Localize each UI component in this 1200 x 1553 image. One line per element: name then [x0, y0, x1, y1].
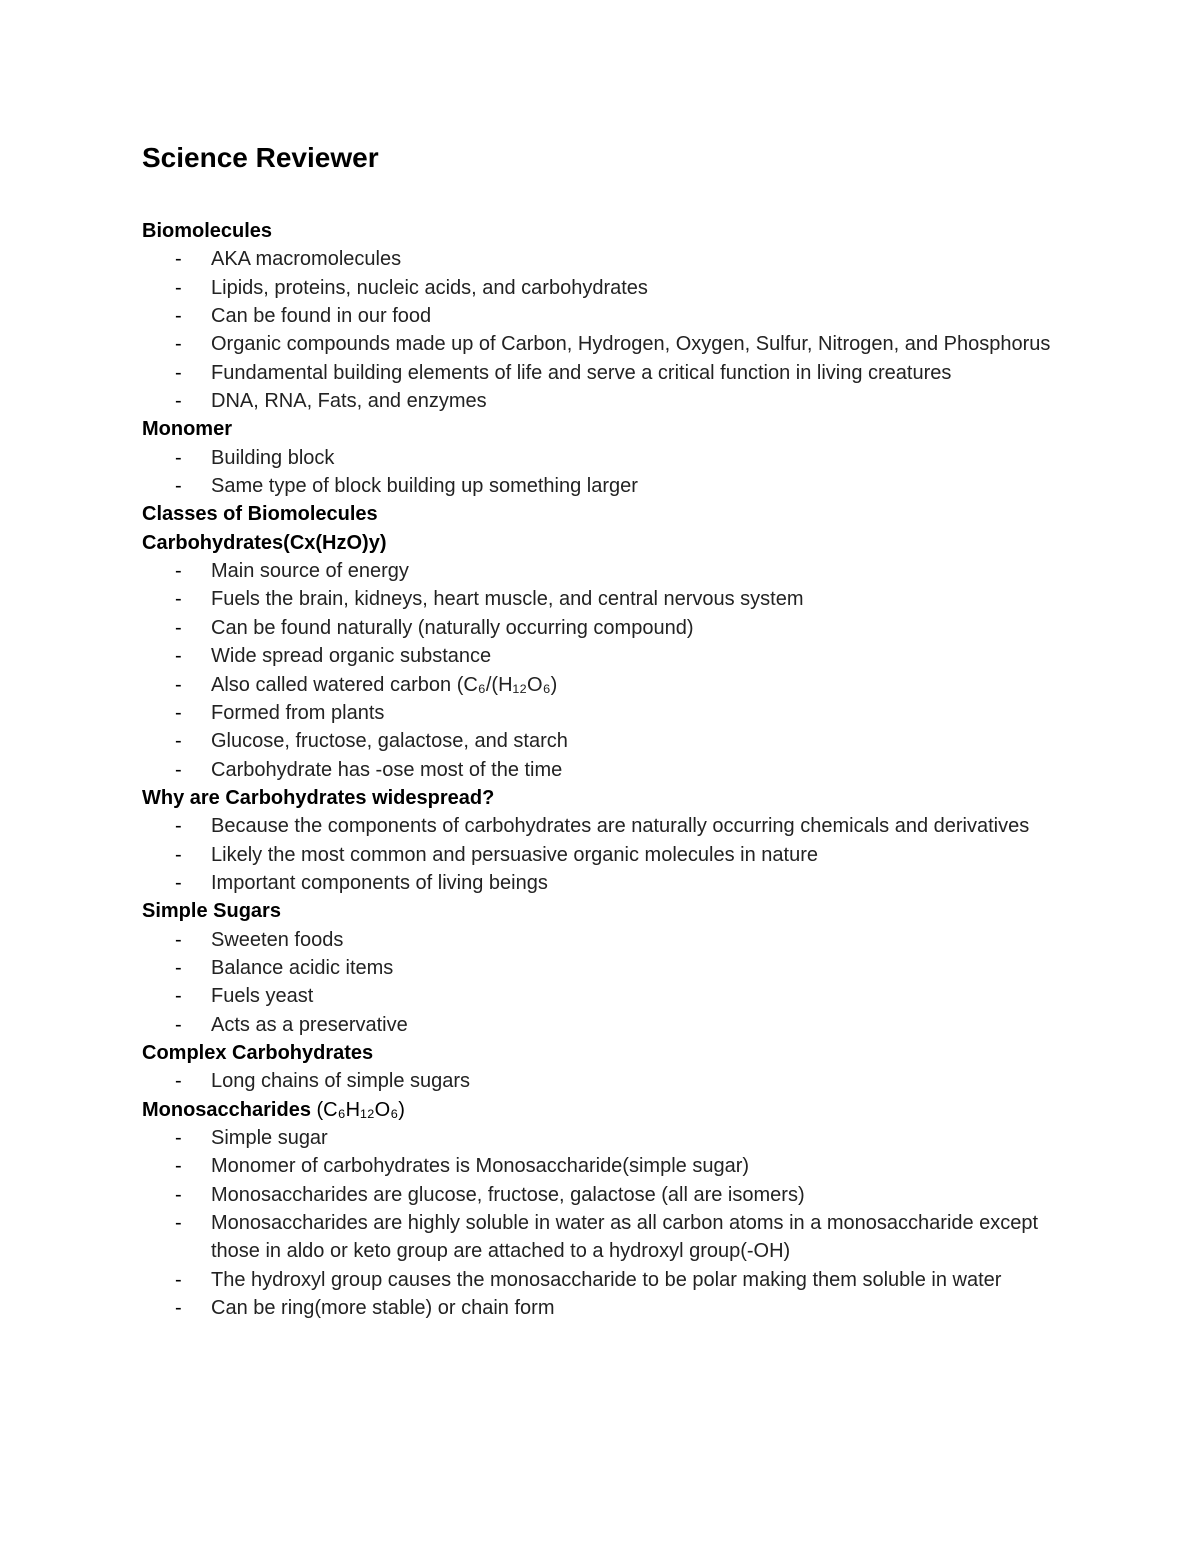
bullet-text: Lipids, proteins, nucleic acids, and carbohydrates: [211, 276, 648, 299]
bullet-list: [142, 557, 1052, 784]
list-item: [142, 841, 1052, 869]
list-item: [142, 1181, 1052, 1209]
list-item: [142, 1124, 1052, 1152]
bullet-dash: -: [175, 701, 182, 724]
bullet-dash: -: [175, 560, 182, 583]
bullet-dash: -: [175, 1212, 182, 1235]
bullet-text: Because the components of carbohydrates are naturally occurring chemicals and derivatives: [211, 815, 1030, 838]
bullet-text: AKA macromolecules: [211, 248, 402, 271]
bullet-dash: -: [175, 305, 182, 328]
section-heading: Complex Carbohydrates: [142, 1041, 374, 1064]
list-item: [142, 444, 1052, 472]
section-why-widespread: [142, 784, 1052, 897]
list-item: [142, 387, 1052, 415]
list-item: [142, 642, 1052, 670]
list-item: [142, 1294, 1052, 1322]
bullet-dash: -: [175, 248, 182, 271]
bullet-text: Monosaccharides are highly soluble in water as all carbon atoms in a monosaccharide except those in aldo or keto group are attached to a hydroxyl group(-OH): [211, 1212, 1039, 1263]
bullet-text: Acts as a preservative: [211, 1013, 408, 1036]
section-heading: [142, 1096, 1052, 1124]
list-item: [142, 359, 1052, 387]
bullet-dash: -: [175, 815, 182, 838]
bullet-text: Likely the most common and persuasive organic molecules in nature: [211, 843, 818, 866]
bullet-text: Same type of block building up something larger: [211, 475, 638, 498]
list-item: [142, 1152, 1052, 1180]
bullet-dash: -: [175, 588, 182, 611]
list-item: [142, 302, 1052, 330]
bullet-dash: -: [175, 1070, 182, 1093]
list-item: [142, 1266, 1052, 1294]
bullet-list: [142, 926, 1052, 1039]
bullet-text: Glucose, fructose, galactose, and starch: [211, 730, 568, 753]
bullet-text: Monosaccharides are glucose, fructose, galactose (all are isomers): [211, 1183, 805, 1206]
bullet-dash: -: [175, 276, 182, 299]
section-heading: Classes of Biomolecules: [142, 503, 378, 526]
bullet-dash: -: [175, 1268, 182, 1291]
bullet-list: [142, 444, 1052, 501]
section-heading: Carbohydrates(Cx(HzO)y): [142, 531, 387, 554]
bullet-text: Fuels the brain, kidneys, heart muscle, and central nervous system: [211, 588, 804, 611]
list-item: [142, 954, 1052, 982]
section-classes-of-biomolecules: [142, 500, 1052, 528]
bullet-dash: -: [175, 333, 182, 356]
bullet-list: [142, 1124, 1052, 1322]
bullet-dash: -: [175, 928, 182, 951]
bullet-text: Fundamental building elements of life and serve a critical function in living creatures: [211, 361, 952, 384]
list-item: [142, 699, 1052, 727]
bullet-dash: -: [175, 475, 182, 498]
bullet-text: Wide spread organic substance: [211, 645, 492, 668]
bullet-dash: -: [175, 446, 182, 469]
list-item: [142, 869, 1052, 897]
section-heading-formula: (C₆H₁₂O₆): [316, 1098, 405, 1121]
bullet-dash: -: [175, 956, 182, 979]
bullet-dash: -: [175, 1297, 182, 1320]
bullet-text: Important components of living beings: [211, 871, 548, 894]
section-complex-carbohydrates: [142, 1039, 1052, 1096]
section-heading: Why are Carbohydrates widespread?: [142, 786, 495, 809]
bullet-dash: -: [175, 985, 182, 1008]
list-item: [142, 330, 1052, 358]
bullet-text: Sweeten foods: [211, 928, 344, 951]
bullet-list: [142, 812, 1052, 897]
bullet-dash: -: [175, 843, 182, 866]
bullet-dash: -: [175, 1013, 182, 1036]
section-simple-sugars: [142, 897, 1052, 1039]
list-item: [142, 245, 1052, 273]
bullet-list: [142, 1067, 1052, 1095]
list-item: [142, 274, 1052, 302]
bullet-text: Carbohydrate has -ose most of the time: [211, 758, 563, 781]
bullet-dash: -: [175, 645, 182, 668]
list-item: [142, 557, 1052, 585]
bullet-text: The hydroxyl group causes the monosaccharide to be polar making them soluble in water: [211, 1268, 1002, 1291]
list-item: [142, 1067, 1052, 1095]
section-biomolecules: [142, 217, 1052, 415]
list-item: [142, 1011, 1052, 1039]
list-item: [142, 727, 1052, 755]
bullet-text: Can be found naturally (naturally occurring compound): [211, 616, 694, 639]
bullet-text: Also called watered carbon (C₆/(H₁₂O₆): [211, 673, 558, 696]
list-item: [142, 926, 1052, 954]
bullet-dash: -: [175, 1127, 182, 1149]
bullet-dash: -: [175, 361, 182, 384]
list-item: [142, 671, 1052, 699]
section-monomer: [142, 415, 1052, 500]
section-heading: Biomolecules: [142, 220, 273, 242]
section-heading: Simple Sugars: [142, 900, 281, 923]
section-monosaccharides: [142, 1096, 1052, 1323]
bullet-text: Can be found in our food: [211, 305, 432, 328]
section-heading: Monomer: [142, 418, 232, 441]
bullet-list: [142, 245, 1052, 415]
bullet-text: Can be ring(more stable) or chain form: [211, 1297, 555, 1320]
list-item: [142, 472, 1052, 500]
bullet-text: Monomer of carbohydrates is Monosaccharide(simple sugar): [211, 1155, 750, 1178]
list-item: [142, 585, 1052, 613]
bullet-dash: -: [175, 1155, 182, 1178]
document-body: [142, 217, 1052, 1322]
bullet-dash: -: [175, 390, 182, 413]
bullet-text: Balance acidic items: [211, 956, 394, 979]
bullet-dash: -: [175, 730, 182, 753]
bullet-dash: -: [175, 1183, 182, 1206]
bullet-text: Fuels yeast: [211, 985, 314, 1008]
bullet-text: Organic compounds made up of Carbon, Hydrogen, Oxygen, Sulfur, Nitrogen, and Phosphorus: [211, 333, 1051, 356]
list-item: [142, 1209, 1052, 1266]
bullet-text: Building block: [211, 446, 335, 469]
bullet-dash: -: [175, 616, 182, 639]
list-item: [142, 614, 1052, 642]
bullet-text: Simple sugar: [211, 1127, 328, 1149]
bullet-dash: -: [175, 673, 182, 696]
section-carbohydrates: [142, 529, 1052, 784]
section-heading-text: Monosaccharides: [142, 1098, 311, 1121]
bullet-dash: -: [175, 758, 182, 781]
bullet-text: Long chains of simple sugars: [211, 1070, 471, 1093]
page-title: Science Reviewer: [142, 142, 379, 173]
bullet-text: Main source of energy: [211, 560, 409, 583]
bullet-text: Formed from plants: [211, 701, 385, 724]
list-item: [142, 982, 1052, 1010]
list-item: [142, 812, 1052, 840]
bullet-dash: -: [175, 871, 182, 894]
list-item: [142, 756, 1052, 784]
bullet-text: DNA, RNA, Fats, and enzymes: [211, 390, 487, 413]
